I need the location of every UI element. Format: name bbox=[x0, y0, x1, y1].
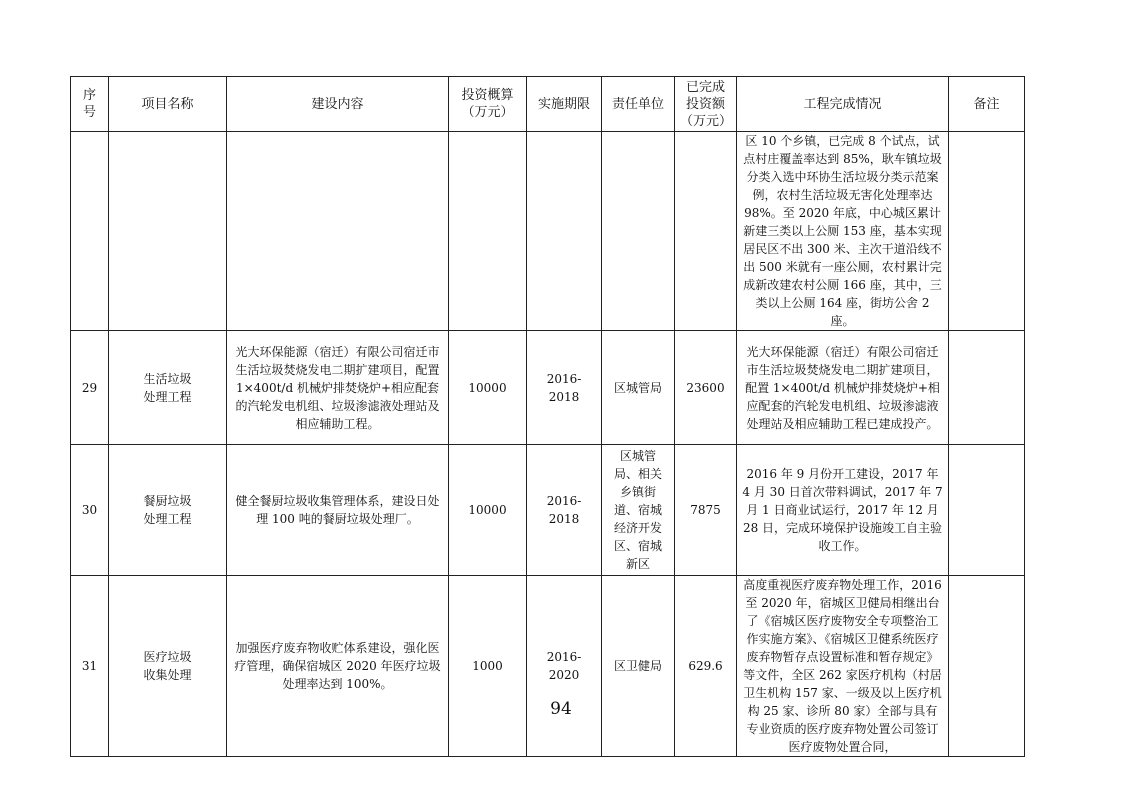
cell-remark bbox=[949, 132, 1025, 331]
header-budget: 投资概算 （万元） bbox=[449, 77, 527, 132]
cell-name: 医疗垃圾 收集处理 bbox=[109, 576, 227, 757]
header-remark: 备注 bbox=[949, 77, 1025, 132]
cell-unit: 区城管局 bbox=[602, 331, 675, 445]
header-progress: 工程完成情况 bbox=[737, 77, 949, 132]
cell-content: 健全餐厨垃圾收集管理体系，建设日处理 100 吨的餐厨垃圾处理厂。 bbox=[227, 445, 449, 576]
cell-name bbox=[109, 132, 227, 331]
cell-progress: 光大环保能源（宿迁）有限公司宿迁市生活垃圾焚烧发电二期扩建项目，配置 1×400t/d 机械炉排焚烧炉+相应配套的汽轮发电机组、垃圾渗滤液处理站及相应辅助工程已建成投产。 bbox=[737, 331, 949, 445]
cell-content: 光大环保能源（宿迁）有限公司宿迁市生活垃圾焚烧发电二期扩建项目，配置 1×400t/d 机械炉排焚烧炉+相应配套的汽轮发电机组、垃圾渗滤液处理站及相应辅助工程。 bbox=[227, 331, 449, 445]
cell-done bbox=[675, 132, 737, 331]
cell-period: 2016-2018 bbox=[527, 445, 602, 576]
cell-progress: 区 10 个乡镇，已完成 8 个试点，试点村庄覆盖率达到 85%，耿车镇垃圾分类入选中环协生活垃圾分类示范案例，农村生活垃圾无害化处理率达 98%。至 2020 年底，中心城区累计新建三类以上公厕 153 座，基本实现居民区不出 300 米、主次干道沿线不出 500 米就有一座公厕，农村累计完成新改建农村公厕 166 座，其中，三类以上公厕 164 座，街坊公舍 2 座。 bbox=[737, 132, 949, 331]
cell-content: 加强医疗废弃物收贮体系建设，强化医疗管理，确保宿城区 2020 年医疗垃圾处理率达到 100%。 bbox=[227, 576, 449, 757]
cell-budget: 10000 bbox=[449, 331, 527, 445]
cell-budget bbox=[449, 132, 527, 331]
table-row bbox=[71, 445, 1025, 576]
cell-seq: 30 bbox=[71, 445, 109, 576]
cell-remark bbox=[949, 576, 1025, 757]
cell-done: 7875 bbox=[675, 445, 737, 576]
cell-period: 2016-2020 bbox=[527, 576, 602, 757]
cell-done: 23600 bbox=[675, 331, 737, 445]
cell-budget: 1000 bbox=[449, 576, 527, 757]
header-unit: 责任单位 bbox=[602, 77, 675, 132]
table-header-row bbox=[71, 77, 1025, 132]
cell-budget: 10000 bbox=[449, 445, 527, 576]
header-period: 实施期限 bbox=[527, 77, 602, 132]
cell-period: 2016-2018 bbox=[527, 331, 602, 445]
cell-seq: 31 bbox=[71, 576, 109, 757]
cell-name: 餐厨垃圾 处理工程 bbox=[109, 445, 227, 576]
cell-progress: 高度重视医疗废弃物处理工作，2016 至 2020 年，宿城区卫健局相继出台了《宿城区医疗废物安全专项整治工作实施方案》、《宿城区卫健系统医疗废弃物暂存点设置标准和暂存规定》等文件，全区 262 家医疗机构（村居卫生机构 157 家、一级及以上医疗机构 25 家、诊所 80 家）全部与具有专业资质的医疗废弃物处置公司签订医疗废物处置合同， bbox=[737, 576, 949, 757]
table-row bbox=[71, 132, 1025, 331]
table-row bbox=[71, 576, 1025, 757]
cell-done: 629.6 bbox=[675, 576, 737, 757]
cell-remark bbox=[949, 331, 1025, 445]
cell-progress: 2016 年 9 月份开工建设，2017 年 4 月 30 日首次带料调试，2017 年 7 月 1 日商业试运行，2017 年 12 月 28 日，完成环境保护设施竣工自主验收工作。 bbox=[737, 445, 949, 576]
page-number: 94 bbox=[550, 699, 572, 719]
table-row bbox=[71, 331, 1025, 445]
header-content: 建设内容 bbox=[227, 77, 449, 132]
cell-unit: 区卫健局 bbox=[602, 576, 675, 757]
cell-period bbox=[527, 132, 602, 331]
cell-name: 生活垃圾 处理工程 bbox=[109, 331, 227, 445]
cell-unit: 区城管 局、相关 乡镇街 道、宿城 经济开发 区、宿城 新区 bbox=[602, 445, 675, 576]
header-done: 已完成 投资额 （万元） bbox=[675, 77, 737, 132]
project-table bbox=[70, 76, 1025, 757]
cell-seq bbox=[71, 132, 109, 331]
header-seq: 序 号 bbox=[71, 77, 109, 132]
cell-content bbox=[227, 132, 449, 331]
cell-unit bbox=[602, 132, 675, 331]
cell-seq: 29 bbox=[71, 331, 109, 445]
cell-remark bbox=[949, 445, 1025, 576]
header-name: 项目名称 bbox=[109, 77, 227, 132]
